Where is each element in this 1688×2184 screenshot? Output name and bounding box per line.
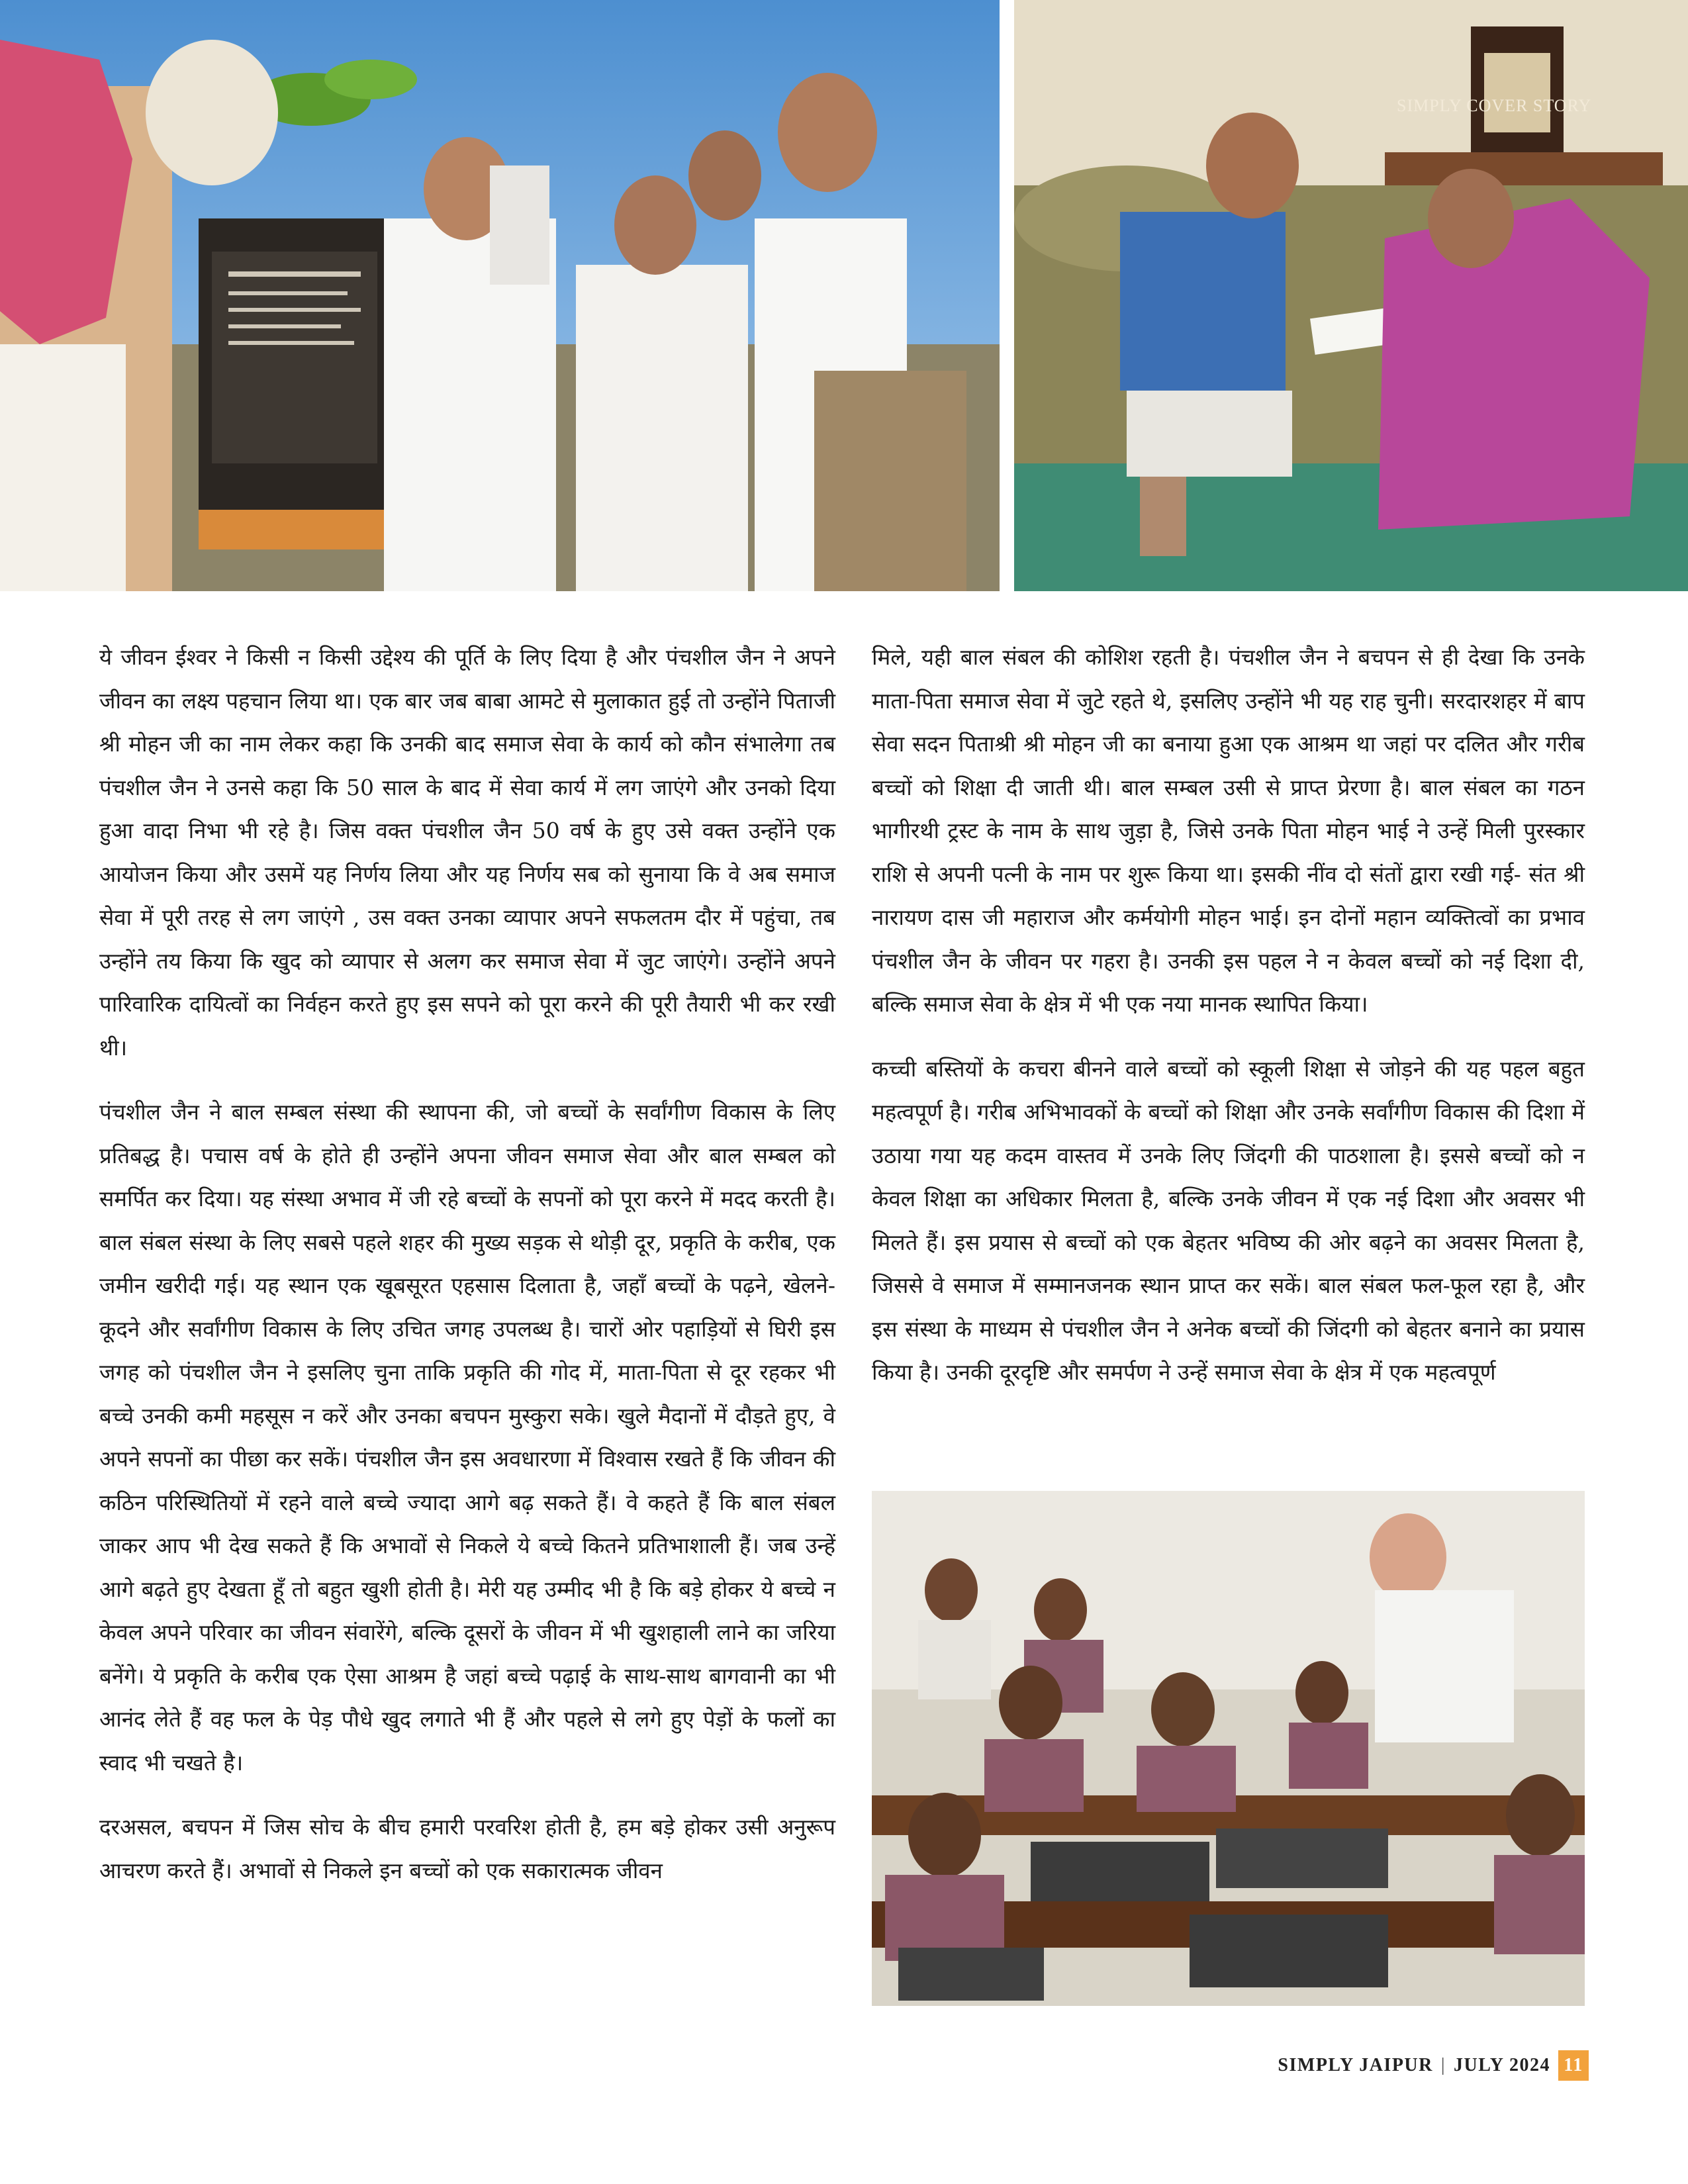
cheque-handover-photo [1014, 0, 1688, 591]
article-column-left [99, 636, 835, 1913]
paragraph: मिले, यही बाल संबल की कोशिश रहती है। पंचशील जैन ने बचपन से ही देखा कि उनके माता-पिता समाज सेवा में जुटे रहते थे, इसलिए उन्होंने भी यह राह चुनी। सरदारशहर में बाप सेवा सदन पिताश्री श्री मोहन जी का बनाया हुआ एक आश्रम था जहां पर दलित और गरीब बच्चों को शिक्षा दी जाती थी। बाल सम्बल उसी से प्राप्त प्रेरणा है। बाल संबल का गठन भागीरथी ट्रस्ट के नाम के साथ जुड़ा है, जिसे उनके पिता मोहन भाई ने उन्हें मिली पुरस्कार राशि से अपनी पत्नी के नाम पर शुरू किया था। इसकी नींव दो संतों द्वारा रखी गई- संत श्री नारायण दास जी महाराज और कर्मयोगी मोहन भाई। इन दोनों महान व्यक्तित्वों का प्रभाव पंचशील जैन के जीवन पर गहरा है। उनकी इस पहल ने न केवल बच्चों को नई दिशा दी, बल्कि समाज सेवा के क्षेत्र में भी एक नया मानक स्थापित किया। [872, 644, 1585, 1017]
paragraph: ये जीवन ईश्वर ने किसी न किसी उद्देश्य की पूर्ति के लिए दिया है और पंचशील जैन ने अपने जीवन का लक्ष्य पहचान लिया था। एक बार जब बाबा आमटे से मुलाकात हुई तो उन्होंने पिताजी श्री मोहन जी का नाम लेकर कहा कि उनकी बाद समाज सेवा के कार्य को कौन संभालेगा तब पंचशील जैन ने उनसे कहा कि 50 साल के बाद में सेवा कार्य में लग जाएंगे और उनको दिया हुआ वादा निभा भी रहे है। जिस वक्त पंचशील जैन 50 वर्ष के हुए उसे वक्त उन्होंने एक आयोजन किया और उसमें यह निर्णय लिया और यह निर्णय सब को सुनाया कि वे अब समाज सेवा में पूरी तरह से लग जाएंगे , उस वक्त उनका व्यापार अपने सफलतम दौर में पहुंचा, तब उन्होंने तय किया कि खुद को व्यापार से अलग कर समाज सेवा में जुट जाएंगे। उन्होंने अपने पारिवारिक दायित्वों का निर्वहन करते हुए इस सपने को पूरा करने की पूरी तैयारी भी कर रखी थी। [99, 644, 835, 1061]
paragraph: कच्ची बस्तियों के कचरा बीनने वाले बच्चों को स्कूली शिक्षा से जोड़ने की यह पहल बहुत महत्वपूर्ण है। गरीब अभिभावकों के बच्चों को शिक्षा और उनके सर्वांगीण विकास की दिशा में उठाया गया यह कदम वास्तव में उनके लिए जिंदगी की पाठशाला है। इससे बच्चों को न केवल शिक्षा का अधिकार मिलता है, बल्कि उनके जीवन में एक नई दिशा और अवसर भी मिलते हैं। इस प्रयास से बच्चों को एक बेहतर भविष्य की ओर बढ़ने का अवसर मिलता है, जिससे वे समाज में सम्मानजनक स्थान प्राप्त कर सकें। बाल संबल फल-फूल रहा है, और इस संस्था के माध्यम से पंचशील जैन ने अनेक बच्चों की जिंदगी को बेहतर बनाने का प्रयास किया है। उनकी दूरदृष्टि और समर्पण ने उन्हें समाज सेवा के क्षेत्र में एक महत्वपूर्ण [872, 1055, 1585, 1385]
classroom-photo-graphic [872, 1491, 1585, 2006]
classroom-photo [872, 1491, 1585, 2006]
article-column-right [872, 636, 1585, 1415]
inauguration-photo [0, 0, 1000, 591]
paragraph: पंचशील जैन ने बाल सम्बल संस्था की स्थापना की, जो बच्चों के सर्वांगीण विकास के लिए प्रतिबद्ध है। पचास वर्ष के होते ही उन्होंने अपना जीवन समाज सेवा और बाल सम्बल को समर्पित कर दिया। यह संस्था अभाव में जी रहे बच्चों के सपनों को पूरा करने में मदद करती है। बाल संबल संस्था के लिए सबसे पहले शहर की मुख्य सड़क से थोड़ी दूर, प्रकृति के करीब, एक जमीन खरीदी गई। यह स्थान एक खूबसूरत एहसास दिलाता है, जहाँ बच्चों के पढ़ने, खेलने-कूदने और सर्वांगीण विकास के लिए उचित जगह उपलब्ध है। चारों ओर पहाड़ियों से घिरी इस जगह को पंचशील जैन ने इसलिए चुना ताकि प्रकृति की गोद में, माता-पिता से दूर रहकर भी बच्चे उनकी कमी महसूस न करें और उनका बचपन मुस्कुरा सके। खुले मैदानों में दौड़ते हुए, वे अपने सपनों का पीछा कर सकें। पंचशील जैन इस अवधारणा में विश्वास रखते हैं कि जीवन की कठिन परिस्थितियों में रहने वाले बच्चे ज्यादा आगे बढ़ सकते हैं। वे कहते हैं कि बाल संबल जाकर आप भी देख सकते हैं कि अभावों से निकले ये बच्चे कितने प्रतिभाशाली हैं। जब उन्हें आगे बढ़ते हुए देखता हूँ तो बहुत खुशी होती है। मेरी यह उम्मीद भी है कि बड़े होकर ये बच्चे न केवल अपने परिवार का जीवन संवारेंगे, बल्कि दूसरों के जीवन में भी खुशहाली लाने का जरिया बनेंगे। ये प्रकृति के करीब एक ऐसा आश्रम है जहां बच्चे पढ़ाई के साथ-साथ बागवानी का भी आनंद लेते हैं वह फल के पेड़ पौधे खुद लगाते भी हैं और पहले से लगे हुए पेड़ों के फलों का स्वाद भी चखते है। [99, 1099, 835, 1776]
page-number: 11 [1558, 2050, 1589, 2081]
cheque-handover-photo-graphic [1014, 0, 1688, 591]
section-label: SIMPLY COVER STORY [1397, 96, 1592, 115]
page-footer [1278, 2049, 1589, 2082]
issue-date: JULY 2024 [1453, 2055, 1550, 2075]
inauguration-photo-graphic [0, 0, 1000, 591]
magazine-name: SIMPLY JAIPUR [1278, 2055, 1433, 2075]
paragraph: दरअसल, बचपन में जिस सोच के बीच हमारी परवरिश होती है, हम बड़े होकर उसी अनुरूप आचरण करते हैं। अभावों से निकले इन बच्चों को एक सकारात्मक जीवन [99, 1814, 835, 1883]
footer-separator: | [1440, 2055, 1446, 2075]
